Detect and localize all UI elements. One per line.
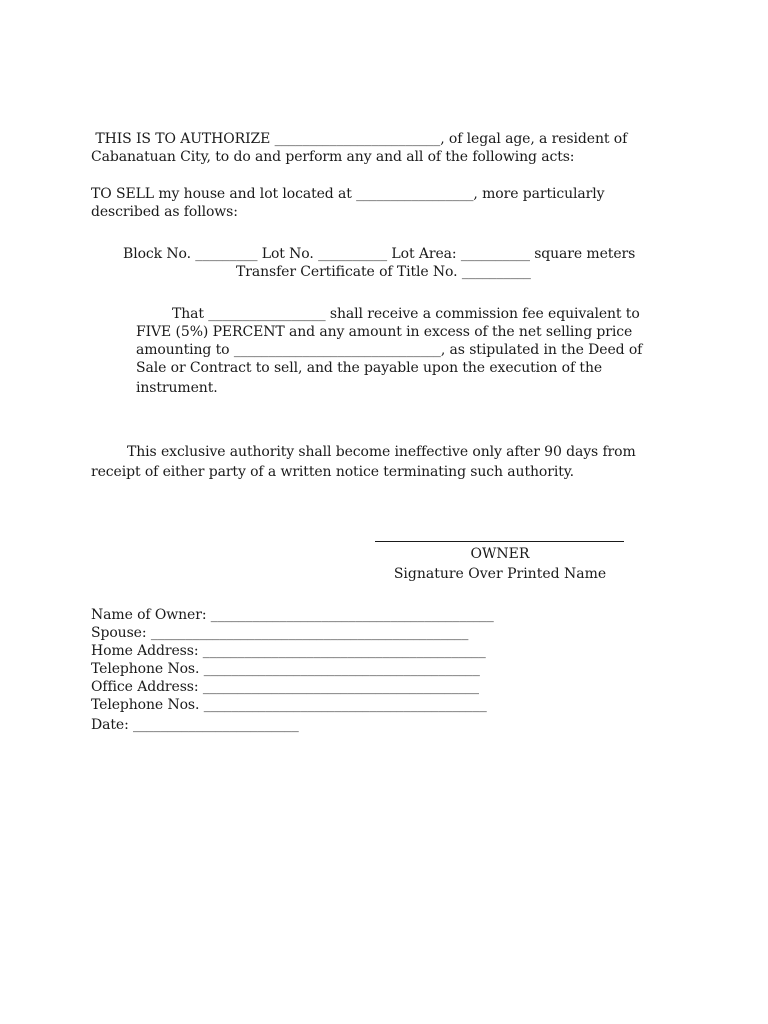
signature-caption: Signature Over Printed Name xyxy=(393,566,607,582)
sell-line-2: described as follows: xyxy=(91,204,238,220)
authorization-line-1: THIS IS TO AUTHORIZE ________________________, of legal age, a resident of xyxy=(91,131,628,147)
commission-line-4: Sale or Contract to sell, and the payable upon the execution of the xyxy=(136,360,603,376)
telephone-field-1: Telephone Nos. ________________________________________ xyxy=(91,661,480,677)
authorization-line-2: Cabanatuan City, to do and perform any and all of the following acts: xyxy=(91,149,575,165)
property-title-line: Transfer Certificate of Title No. __________ xyxy=(236,264,531,280)
exclusive-line-2: receipt of either party of a written notice terminating such authority. xyxy=(91,464,575,480)
commission-line-2: FIVE (5%) PERCENT and any amount in excess of the net selling price xyxy=(136,324,633,340)
owner-signature-line xyxy=(375,541,624,542)
office-address-field: Office Address: ________________________________________ xyxy=(91,679,479,695)
home-address-field: Home Address: _________________________________________ xyxy=(91,643,486,659)
sell-line-1: TO SELL my house and lot located at _________________, more particularly xyxy=(91,186,605,202)
name-of-owner-field: Name of Owner: _________________________________________ xyxy=(91,607,494,623)
owner-label: OWNER xyxy=(470,546,530,562)
commission-line-3: amounting to ______________________________, as stipulated in the Deed of xyxy=(136,342,643,358)
commission-line-5: instrument. xyxy=(136,380,218,396)
spouse-field: Spouse: ______________________________________________ xyxy=(91,625,469,641)
property-block-lot-line: Block No. _________ Lot No. __________ Lot Area: __________ square meters xyxy=(123,246,636,262)
commission-line-1: That _________________ shall receive a commission fee equivalent to xyxy=(172,306,640,322)
exclusive-line-1: This exclusive authority shall become ineffective only after 90 days from xyxy=(127,444,636,460)
date-field: Date: ________________________ xyxy=(91,717,299,733)
telephone-field-2: Telephone Nos. _________________________________________ xyxy=(91,697,487,713)
